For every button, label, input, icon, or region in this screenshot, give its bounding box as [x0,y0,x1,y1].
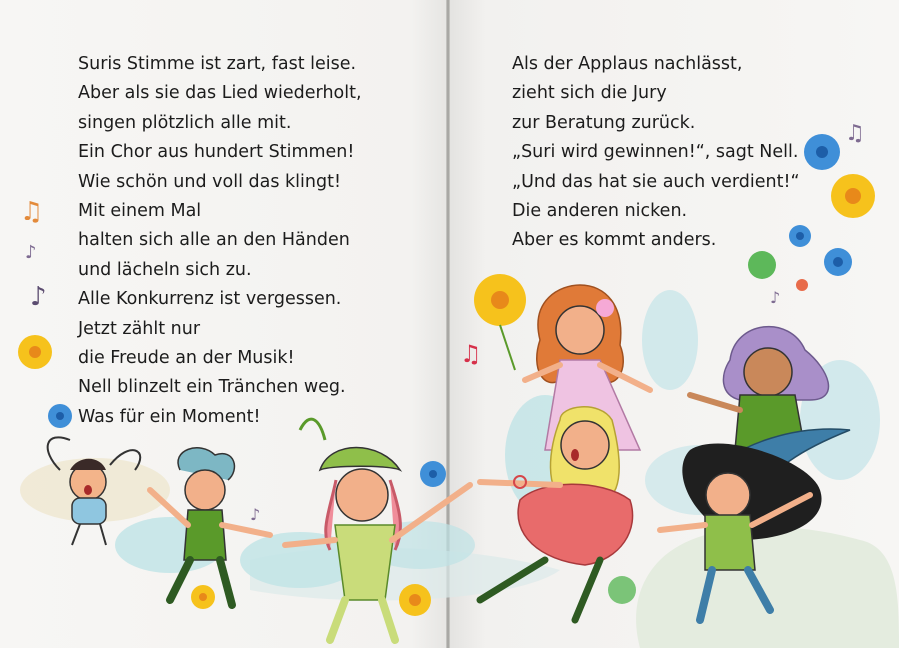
text-line: Als der Applaus nachlässt, [512,54,743,74]
text-line: Mit einem Mal [78,200,202,221]
book-gutter [446,0,450,648]
music-note-icon: ♫ [460,340,482,368]
music-note-icon: ♫ [20,197,44,227]
text-line: und lächeln sich zu. [78,259,252,280]
text-line: Jetzt zählt nur [78,318,201,339]
text-line: „Und das hat sie auch verdient!“ [512,171,800,192]
text-line: Nell blinzelt ein Tränchen weg. [78,377,346,398]
right-page-text [512,50,800,256]
music-note-icon: ♪ [25,242,37,263]
text-line: zieht sich die Jury [512,83,667,104]
text-line: Alle Konkurrenz ist vergessen. [78,289,342,310]
left-page-text [78,50,362,432]
text-line: Wie schön und voll das klingt! [78,171,341,192]
text-line: „Suri wird gewinnen!“, sagt Nell. [512,142,799,163]
text-line: Aber als sie das Lied wiederholt, [78,83,362,104]
text-line: Die anderen nicken. [512,200,688,221]
text-line: Suris Stimme ist zart, fast leise. [78,54,357,74]
music-note-icon: ♪ [770,288,781,307]
text-line: Aber es kommt anders. [512,230,717,251]
text-line: halten sich alle an den Händen [78,230,350,251]
music-note-icon: ♪ [30,282,47,312]
text-line: Was für ein Moment! [78,406,261,427]
text-line: die Freude an der Musik! [78,347,295,368]
music-note-icon: ♫ [845,121,865,146]
text-line: Ein Chor aus hundert Stimmen! [78,142,355,163]
music-note-icon: ♪ [250,505,261,524]
text-line: singen plötzlich alle mit. [78,112,292,133]
text-line: zur Beratung zurück. [512,112,696,133]
